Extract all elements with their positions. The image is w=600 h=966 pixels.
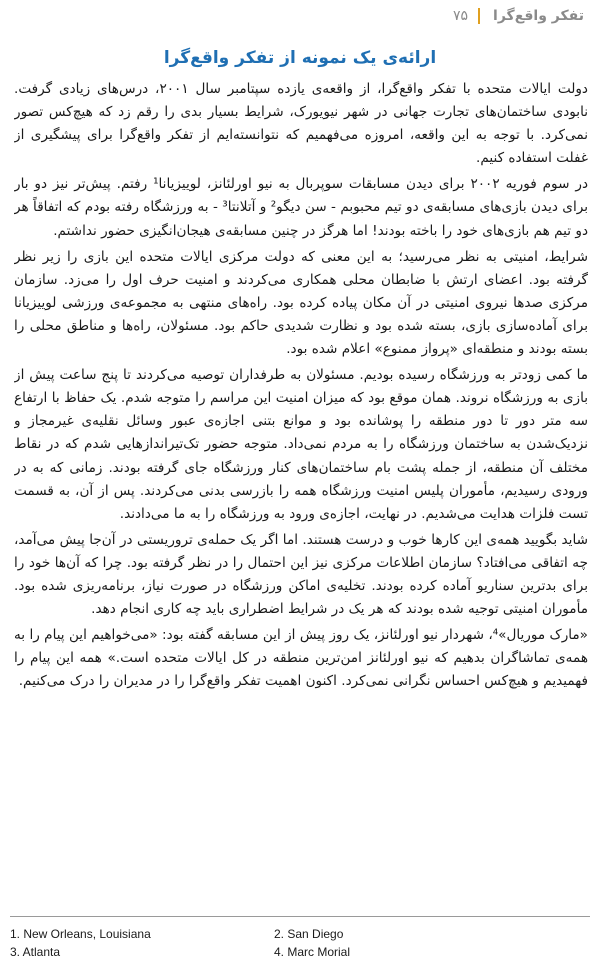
page-number: ۷۵ [452,8,468,24]
paragraph-6: «مارک موریال»⁴، شهردار نیو اورلئانز، یک روز پیش از این مسابقه گفته بود: «می‌خواهیم این پیام را به همه‌ی تماشاگران بدهیم که نیو اورلئانز امن‌ترین منطقه در کل ایالات متحده است.» همه این پیام را فهمیدیم و هیچ‌کس احساس نگرانی نمی‌کرد. اکنون اهمیت تفکر واقع‌گرا را در مدیران را درک می‌کنیم. [14,627,588,690]
paragraph-5: شاید بگویید همه‌ی این کارها خوب و درست هستند. اما اگر یک حمله‌ی تروریستی در آن‌جا پیش می‌آمد، چه اتفاقی می‌افتاد؟ سازمان اطلاعات مرکزی نیز این احتمال را در نظر گرفته بود. چرا که آن‌ها خود را برای بدترین سناریو آماده کرده بودند. تخلیه‌ی اماکن ورزشگاه در صورت نیاز، برنامه‌ریزی شده بود. مأموران امنیتی توجیه شده بودند که هر یک در شرایط اضطراری باید چه کاری انجام دهد. [14,531,588,618]
footnote-4: 4. Marc Morial [274,945,351,959]
footnotes [10,916,590,963]
section-title: ارائه‌ی یک نمونه از تفکر واقع‌گرا [163,48,437,68]
paragraph-1: دولت ایالات متحده با تفکر واقع‌گرا، از واقعه‌ی یازده سپتامبر سال ۲۰۰۱، درس‌های زیادی گرفت. نابودی ساختمان‌های تجارت جهانی در شهر نیویورک، شرایط بسیار بدی را رقم زد که هیچ‌کس تصور نمی‌کرد. با توجه به این واقعه، امروزه می‌فهمیم که نتوانسته‌ایم از تفکر واقع‌گرا برای پیشگیری از غفلت استفاده کنیم. [14,81,588,167]
footnote-3: 3. Atlanta [10,945,61,959]
paragraph-2: در سوم فوریه ۲۰۰۲ برای دیدن مسابقات سوپربال به نیو اورلئانز، لوییزیانا¹ رفتم. پیش‌تر نیز دو بار برای دیدن بازی‌های مسابقه‌ی دو تیم محبوبم - سن دیگو² و آتلانتا³ - به ورزشگاه رفته بودم که اتفاقاً هر دو تیم هم بازی‌های خود را باخته بودند! اما هرگز در چنین مسابقه‌ی هیجان‌انگیزی حضور نداشتم. [14,176,588,239]
running-title: تفکر واقع‌گرا [493,8,584,24]
body-text [14,78,588,904]
page-header [0,0,600,34]
footnote-2: 2. San Diego [274,927,344,941]
paragraph-3: شرایط، امنیتی به نظر می‌رسید؛ به این معنی که دولت مرکزی ایالات متحده این بازی را زیر نظر گرفته بود. اعضای ارتش با ضابطان محلی همکاری می‌کردند و امنیت حرف اول را می‌زد. سازمان مرکزی صدها نیروی امنیتی در آن مکان پیاده کرده بود. راه‌های منتهی به مجموعه‌ی ورزشی لوییزیانا برای آماده‌سازی بازی، بسته شده بود و نظارت شدیدی حاکم بود. مسئولان، راه‌ها و مناطق محلی را بسته بودند و منطقه‌ای «پرواز ممنوع» اعلام شده بود. [14,248,588,358]
header-divider [478,8,480,24]
footnote-1: 1. New Orleans, Louisiana [10,927,151,941]
paragraph-4: ما کمی زودتر به ورزشگاه رسیده بودیم. مسئولان به طرفداران توصیه می‌کردند تا پنج ساعت پیش از بازی به ورزشگاه نروند. همان موقع بود که میزان امنیت این مراسم را متوجه شدم. یک حفاظ با ارتفاع سه متر دور تا دور منطقه را پوشانده بود و موانع بتنی اجازه‌ی عبور وسائل نقلیه‌ی غیرمجاز و نزدیک‌شدن به ساختمان ورزشگاه را به مردم نمی‌داد. متوجه حضور تک‌تیراندازهایی شدم که در نقاط مختلف آن منطقه، از جمله پشت بام ساختمان‌های کنار ورزشگاه جای گرفته بودند. زمانی که به در ورودی رسیدیم، مأموران پلیس امنیت ورزشگاه همه را بازرسی بدنی می‌کردند. پس از آن، به قسمت تست فلزات هدایت می‌شدیم. در نهایت، اجازه‌ی ورود به ورزشگاه را به ما می‌دادند. [14,367,588,522]
